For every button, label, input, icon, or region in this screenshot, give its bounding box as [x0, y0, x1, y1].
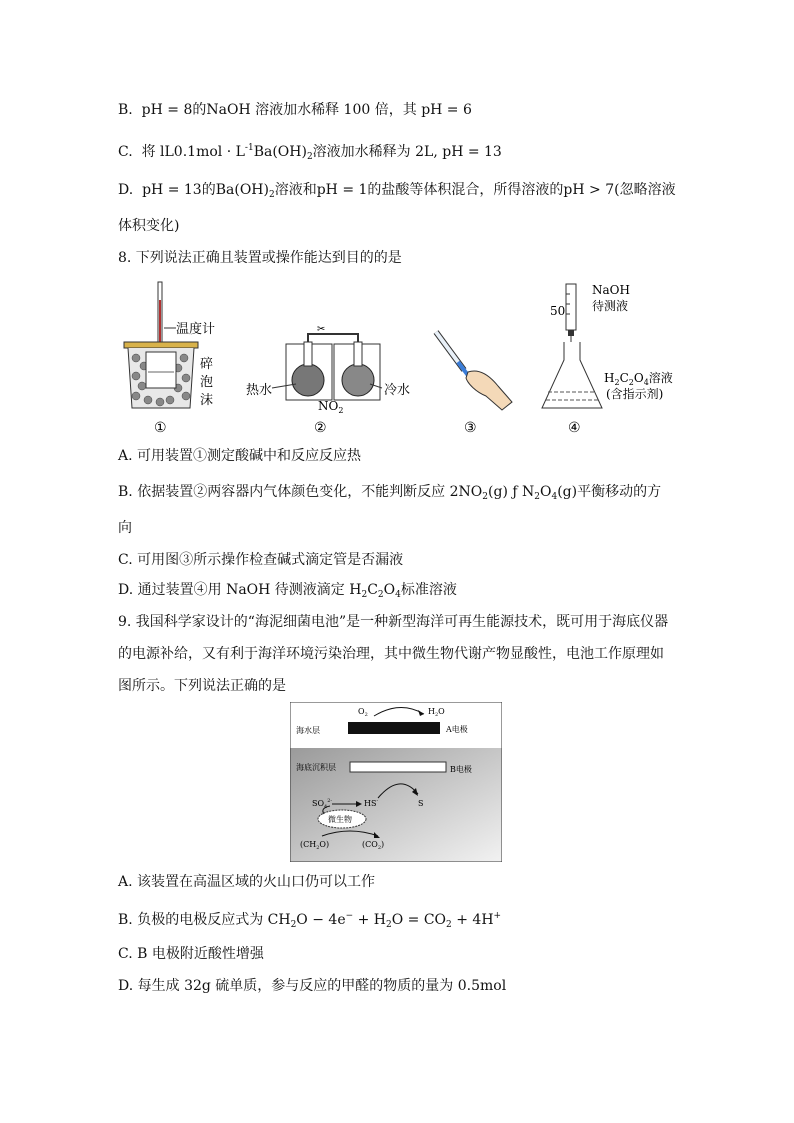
no2-label: $NO_2$	[318, 399, 344, 415]
test-solution-label: 待测液	[592, 299, 629, 313]
electrode-a	[348, 722, 440, 734]
naoh-label: NaOH	[592, 283, 630, 297]
formaldehyde-label: $(CH_2O)$	[300, 840, 330, 851]
q9-stem-line-1: 9. 我国科学家设计的“海泥细菌电池”是一种新型海洋可再生能源技术，既可用于海底仪器	[118, 614, 669, 630]
apparatus-num-2: ②	[314, 420, 327, 436]
q8-option-b-cont: 向	[118, 520, 132, 536]
co2-label: $(CO_2)$	[362, 840, 385, 851]
q9-option-a: A. 该装置在高温区域的火山口仍可以工作	[118, 874, 376, 890]
q8-apparatus-figure	[118, 280, 678, 440]
microbe-label: 微生物	[328, 815, 352, 824]
burette-50-label: 50	[550, 304, 566, 318]
hs-label: HS-	[364, 798, 379, 808]
q7-option-d-cont: 体积变化)	[118, 218, 180, 234]
foam-label-2: 泡	[200, 375, 214, 390]
q9-option-b: B. 负极的电极反应式为 $CH_2O - 4e^- + H_2O = CO_2 + 4H^+$	[118, 911, 502, 930]
q7-option-c: C. 将 $lL0.1mol \cdot L^{-1}Ba(OH)_2$溶液加水稀释为 2L, pH = 13	[118, 143, 502, 162]
battery-diagram	[290, 702, 502, 862]
electrode-b	[350, 762, 446, 772]
q9-option-c: C. B 电极附近酸性增强	[118, 946, 264, 962]
apparatus-num-4: ④	[568, 420, 581, 436]
foam-label-3: 沫	[200, 393, 214, 408]
foam-label-1: 碎	[200, 357, 214, 372]
o2-label: $O_2$	[358, 707, 368, 718]
q9-stem-line-3: 图所示。下列说法正确的是	[118, 678, 286, 694]
q9-option-d: D. 每生成 32g 硫单质，参与反应的甲醛的物质的量为 0.5mol	[118, 978, 507, 994]
q8-option-d: D. 通过装置④用 NaOH 待测液滴定 $H_2C_2O_4$标准溶液	[118, 582, 457, 600]
q7-option-d: D. pH = 13的$Ba(OH)_2$溶液和pH = 1的盐酸等体积混合，所得溶液的pH > 7(忽略溶液	[118, 182, 676, 200]
titration-apparatus	[542, 283, 673, 408]
oxalic-acid-label: $H_2C_2O_4$溶液	[604, 371, 673, 387]
q8-stem: 8. 下列说法正确且装置或操作能达到目的的是	[118, 250, 402, 266]
hand-burette-apparatus	[436, 332, 512, 410]
seawater-layer-label: 海水层	[296, 726, 320, 735]
calorimeter-apparatus	[124, 282, 215, 408]
indicator-label: (含指示剂)	[606, 387, 664, 401]
apparatus-num-1: ①	[154, 420, 167, 436]
svg-text:✂: ✂	[317, 324, 326, 335]
electrode-a-label: A电极	[446, 725, 468, 734]
hot-water-label: 热水	[246, 383, 273, 398]
two-flask-apparatus	[246, 324, 410, 415]
q8-option-c: C. 可用图③所示操作检查碱式滴定管是否漏液	[118, 552, 404, 568]
sulfate-label: $SO_4^{2-}$	[312, 798, 333, 810]
q8-option-b: B. 依据装置②两容器内气体颜色变化，不能判断反应 $2NO_2(g)$ ƒ $N_2O_4(g)$平衡移动的方	[118, 484, 662, 502]
q9-stem-line-2: 的电源补给，又有利于海洋环境污染治理，其中微生物代谢产物显酸性，电池工作原理如	[118, 646, 664, 662]
h2o-label: $H_2O$	[428, 707, 445, 718]
cold-water-label: 冷水	[384, 383, 411, 398]
sediment-layer-label: 海底沉积层	[296, 763, 336, 772]
sulfur-label: S	[418, 799, 424, 808]
q8-option-a: A. 可用装置①测定酸碱中和反应反应热	[118, 448, 362, 464]
thermometer-label: 温度计	[176, 322, 216, 337]
apparatus-num-3: ③	[464, 420, 477, 436]
q7-option-b: B. pH = 8的NaOH 溶液加水稀释 100 倍，其 pH = 6	[118, 102, 472, 118]
electrode-b-label: B电极	[450, 765, 472, 774]
